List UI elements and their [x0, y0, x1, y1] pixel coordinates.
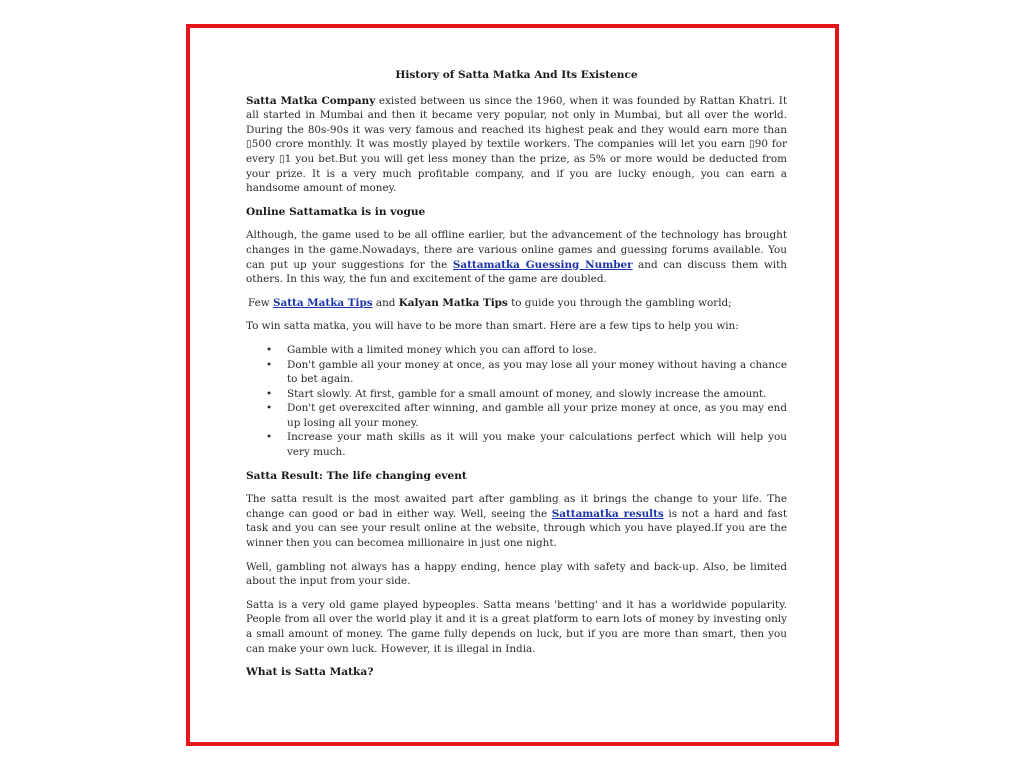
heading-online-sattamatka: Online Sattamatka is in vogue: [246, 205, 426, 218]
link-sattamatka-results[interactable]: Sattamatka results: [551, 507, 664, 520]
list-item: • Increase your math skills as it will you make your calculations perfect which will help you very much.: [287, 430, 787, 459]
satta-paragraph: Satta is a very old game played bypeoples. Satta means 'betting' and it has a worldwide popularity. People from all over the world play it and it is a great platform to earn lots of money by investing only a small amount of money. The game fully depends on luck, but if you are more than smart, then you can make your own luck. However, it is illegal in India.: [246, 598, 787, 655]
online-paragraph: [246, 228, 787, 286]
intro-text: existed between us since the 1960, when it was founded by Rattan Khatri. It all started in Mumbai and then it became very popular, not only in Mumbai, but all over the world. During the 80s-90s it was very famous and reached its highest peak and they would earn more than ▯500 crore monthly. It was mostly played by textile workers. The companies will let you earn ▯90 for every ▯1 you bet.But you will get less money than the prize, as 5% or more would be deducted from your prize. It is a very much profitable company, and if you are lucky enough, you can earn a handsome amount of money.: [246, 94, 788, 195]
result-text-after: is not a hard and fast task and you can see your result online at the website, through which you have played.If you are the winner then you can becomea millionaire in just one night.: [246, 507, 787, 550]
list-item: • Gamble with a limited money which you can afford to lose.: [287, 343, 787, 358]
document-page-frame: [186, 24, 839, 746]
tips-prefix: Few: [248, 296, 273, 309]
tips-line: [246, 296, 787, 311]
online-text-before: Although, the game used to be all offline earlier, but the advancement of the technology has brought changes in the game.Nowadays, there are various online games and guessing forums available. You can put up your suggestions for the: [246, 229, 787, 271]
list-item: • Don't gamble all your money at once, as you may lose all your money without having a chance to bet again.: [287, 358, 787, 387]
link-sattamatka-guessing-number[interactable]: Sattamatka Guessing Number: [452, 258, 633, 271]
result-paragraph: [246, 492, 787, 550]
online-text-after: and can discuss them with others. In this way, the fun and excitement of the game are doubled.: [246, 258, 787, 286]
list-item: • Start slowly. At first, gamble for a small amount of money, and slowly increase the amount.: [287, 387, 787, 402]
gambling-paragraph: Well, gambling not always has a happy ending, hence play with safety and back-up. Also, be limited about the input from your side.: [246, 560, 787, 588]
tips-suffix: to guide you through the gambling world;: [507, 296, 732, 309]
tips-list: [246, 343, 787, 460]
kalyan-matka-tips-bold: Kalyan Matka Tips: [398, 296, 508, 309]
intro-paragraph: [246, 94, 787, 196]
list-item: • Don't get overexcited after winning, and gamble all your prize money at once, as you may end up losing all your money.: [287, 401, 787, 430]
tips-intro-paragraph: To win satta matka, you will have to be more than smart. Here are a few tips to help you win:: [246, 320, 739, 333]
link-satta-matka-tips[interactable]: Satta Matka Tips: [273, 296, 373, 309]
heading-what-is-satta-matka: What is Satta Matka?: [246, 666, 374, 679]
document-title: History of Satta Matka And Its Existence: [395, 69, 638, 81]
tips-middle: and: [372, 296, 399, 309]
document-body: [246, 68, 787, 689]
intro-bold-lead: Satta Matka Company: [246, 94, 376, 107]
heading-satta-result: Satta Result: The life changing event: [246, 469, 467, 482]
result-text-before: The satta result is the most awaited part after gambling as it brings the change to your life. The change can good or bad in either way. Well, seeing the: [246, 493, 787, 520]
